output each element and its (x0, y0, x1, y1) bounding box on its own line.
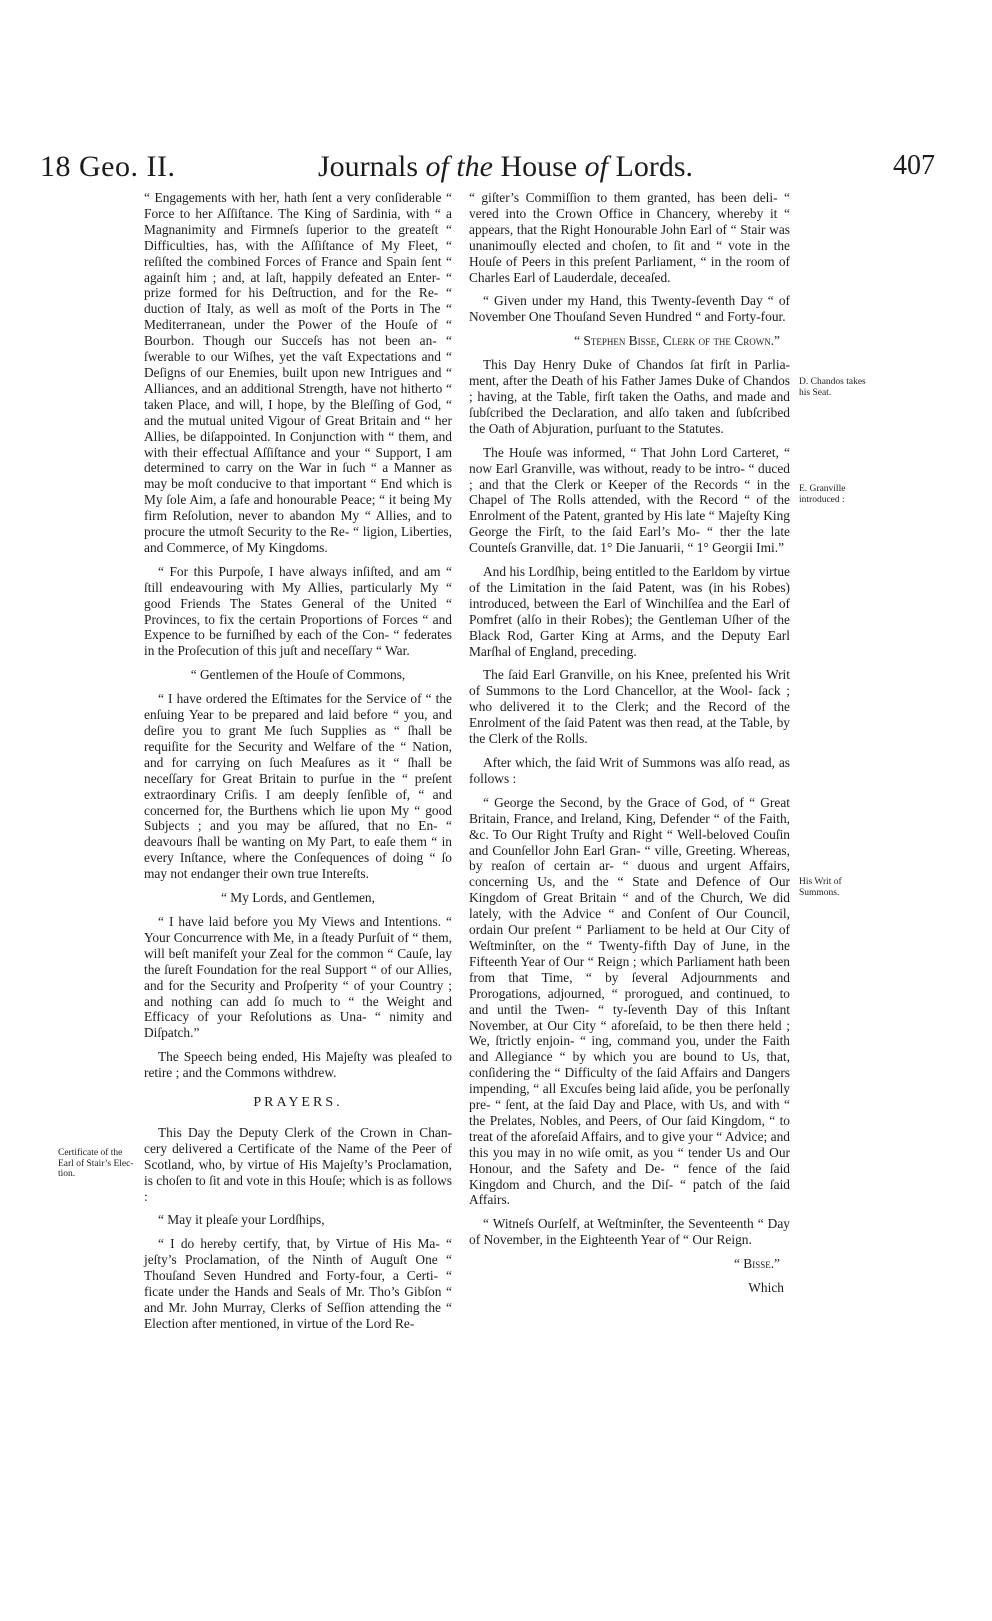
certificate-paragraph: “ I do hereby certify, that, by Virtue of His Ma- “ jeſty’s Proclamation, of the Ninth of Auguſt One “ Thouſand Seven Hundred and Forty-four, a Certi- “ ficate under the Hands and Seals of Mr. Tho’s Gibſon “ and Mr. John Murray, Clerks of Seſſion attending the “ Election after mentioned, in virtue of the Lord Re- (144, 1236, 452, 1331)
certificate-date: “ Given under my Hand, this Twenty-ſeventh Day “ of November One Thouſand Seven Hundred “ and Forty-four. (469, 293, 790, 325)
paragraph: This Day Henry Duke of Chandos ſat firſt in Parlia- ment, after the Death of his Father James Duke of Chandos ; having, at the Table, firſt taken the Oaths, and made and ſubſcribed the Declaration, and alſo taken and ſubſcribed the Oath of Abjuration, purſuant to the Statutes. (469, 357, 790, 436)
speech-paragraph: “ Engagements with her, hath ſent a very conſiderable “ Force to her Aſſiſtance. The King of Sardinia, with “ a Magnanimity and Firmneſs ſuperior to the greateſt “ Difficulties, has, with the Aſſiſtance of My Fleet, “ reſiſted the combined Forces of France and Spain ſent “ againſt him ; and, at laſt, happily defeated an Enter- “ prize formed for his Deſtruction, and for the Re- “ duction of Italy, as well as moſt of the Ports in The “ Mediterranean, under the Power of the Houſe of “ Bourbon. Though our Succeſs has not been an- “ ſwerable to our Wiſhes, yet the vaſt Expectations and “ Deſigns of our Enemies, built upon new Intrigues and “ Alliances, and an additional Strength, have not hitherto “ taken Place, and will, I hope, by the Bleſſing of God, “ and the mutual united Vigour of Great Britain and “ her Allies, be diſappointed. In Conjunction with “ them, and with their effectual Aſſiſtance and your “ Support, I am determined to carry on the War in ſuch “ a Manner as may be moſt conducive to that important “ End which is My ſole Aim, a ſafe and honourable Peace; “ it being My firm Reſolution, never to abandon My “ Allies, and to procure the utmoſt Security to the Re- “ ligion, Liberties, and Commerce, of My Kingdoms. (144, 190, 452, 555)
regnal-year: 18 Geo. II. (40, 150, 176, 183)
catchword: Which (748, 1280, 784, 1296)
page-number: 407 (893, 150, 935, 181)
certificate-paragraph: “ giſter’s Commiſſion to them granted, has been deli- “ vered into the Crown Office in Chancery, whereby it “ appears, that the Right Honourable John Earl of “ Stair was unanimouſly elected and choſen, to ſit and “ vote in the Houſe of Peers in this preſent Parliament, “ in the room of Charles Earl of Lauderdale, deceaſed. (469, 190, 790, 285)
writ-paragraph: “ George the Second, by the Grace of God, of “ Great Britain, France, and Ireland, King, Defender “ of the Faith, &c. To Our Right Truſty and Right “ Well-beloved Couſin and Counſellor John Earl Gran- “ ville, Greeting. Whereas, by reaſon of certain ar- “ duous and urgent Affairs, concerning Us, and the “ State and Defence of Our Kingdom of Great Britain “ and of the Church, We did lately, with the Advice “ and Conſent of Our Council, ordain Our preſent “ Parliament to be held at Our City of Weſtminſter, on the “ Twenty-fifth Day of June, in the Fifteenth Year of Our “ Reign ; which Parliament hath been from that Time, “ by ſeveral Adjournments and Prorogations, adjourned, “ prorogued, and continued, to and until the Twen- “ ty-ſeventh Day of this Inſtant November, at Our City “ aforeſaid, to be then there held ; We, ſtrictly enjoin- “ ing, command you, under the Faith and Allegiance “ by which you are bound to Us, that, conſidering the “ Difficulty of the ſaid Affairs and Dangers impending, “ all Excuſes being laid aſide, you be perſonally pre- “ ſent, at the ſaid Day and Place, with Us, and with “ the Prelates, Nobles, and Peers, of Our ſaid Kingdom, “ to treat of the aforeſaid Affairs, and to give your “ Advice; and this you may in no wiſe omit, as you “ tender Us and Our Honour, and the Safety and De- “ fence of the ſaid Kingdom and Church, and the Diſ- “ patch of the ſaid Affairs. (469, 794, 790, 1208)
margin-note-granville: E. Granville introduced : (799, 484, 846, 505)
right-column (469, 190, 790, 1296)
speech-paragraph: “ I have laid before you My Views and Intentions. “ Your Concurrence with Me, in a ſteady Purſuit of “ them, will beſt manifeſt your Zeal for the common “ Cauſe, lay the ſureſt Foundation for the real Support “ of our Allies, and for the Security and Proſperity “ of your Country ; and nothing can add ſo much to “ the Weight and Efficacy of your Reſolutions as Una- “ nimity and Diſpatch.” (144, 913, 452, 1041)
speech-paragraph: “ I have ordered the Eſtimates for the Service of “ the enſuing Year to be prepared and laid before “ you, and deſire you to grant Me ſuch Supplies as “ ſhall be requiſite for the Security and Welfare of the “ Nation, and for carrying on ſuch Meaſures as it “ ſhall be neceſſary for Great Britain to purſue in the “ preſent extraordinary Criſis. I am deeply ſenſible of, “ and concerned for, the Burthens which lie upon My “ good Subjects ; and you may be aſſured, that no En- “ deavours ſhall be wanting on My Part, to eaſe them “ in every Inſtance, where the Conſequences of doing “ ſo may not endanger their own true Intereſts. (144, 691, 452, 882)
paragraph: The Houſe was informed, “ That John Lord Carteret, “ now Earl Granville, was without, ready to be intro- “ duced ; and that the Clerk or Keeper of the Records “ in the Chapel of The Rolls attended, with the Record “ of the Enrolment of the Patent, granted by His late “ Majeſty King George the Firſt, to the ſaid Earl’s Mo- “ ther the late Counteſs Granville, dat. 1° Die Januarii, “ 1° Georgii Imi.” (469, 444, 790, 556)
paragraph: And his Lordſhip, being entitled to the Earldom by virtue of the Limitation in the ſaid Patent, was (in his Robes) introduced, between the Earl of Winchilſea and the Earl of Pomfret (alſo in their Robes); the Gentleman Uſher of the Black Rod, Garter King at Arms, and the Deputy Earl Marſhal of England, preceding. (469, 564, 790, 659)
speech-salutation: “ Gentlemen of the Houſe of Commons, (190, 667, 406, 683)
signature: “ Stephen Bisse, Clerk of the Crown.” (574, 333, 780, 349)
running-title: Journals of the House of Lords. (318, 150, 693, 183)
paragraph: The ſaid Earl Granville, on his Knee, preſented his Writ of Summons to the Lord Chancellor, at the Wool- ſack ; who delivered it to the Clerk; and the Record of the Enrolment of the ſaid Patent was then read, at the Table, by the Clerk of the Rolls. (469, 667, 790, 747)
paragraph: This Day the Deputy Clerk of the Crown in Chan- cery delivered a Certificate of the Name of the Peer of Scotland, who, by virtue of His Majeſty’s Proclamation, is choſen to ſit and vote in this Houſe; which is as follows : (144, 1124, 452, 1204)
margin-note-chandos: D. Chandos takes his Seat. (799, 377, 866, 398)
signature: “ Bisse.” (733, 1256, 780, 1272)
left-column (144, 190, 452, 1340)
speech-paragraph: “ For this Purpoſe, I have always inſiſted, and am “ ſtill endeavouring with My Allies, particularly My “ good Friends The States General of the United “ Provinces, to fix the certain Proportions of Forces “ and Expence to be furniſhed by each of the Con- “ federates in the Proſecution of this juſt and neceſſary “ War. (144, 563, 452, 659)
paragraph: The Speech being ended, His Majeſty was pleaſed to retire ; and the Commons withdrew. (144, 1049, 452, 1081)
margin-note-writ: His Writ of Summons. (799, 877, 842, 898)
paragraph: After which, the ſaid Writ of Summons was alſo read, as follows : (469, 755, 790, 786)
witness-paragraph: “ Witneſs Ourſelf, at Weſtminſter, the Seventeenth “ Day of November, in the Eighteenth Year of “ Our Reign. (469, 1216, 790, 1248)
salutation: “ May it pleaſe your Lordſhips, (158, 1212, 325, 1228)
section-heading: PRAYERS. (253, 1095, 343, 1111)
speech-salutation: “ My Lords, and Gentlemen, (221, 890, 375, 906)
margin-note-certificate: Certificate of the Earl of Stair’s Elec- tion. (58, 1148, 134, 1179)
